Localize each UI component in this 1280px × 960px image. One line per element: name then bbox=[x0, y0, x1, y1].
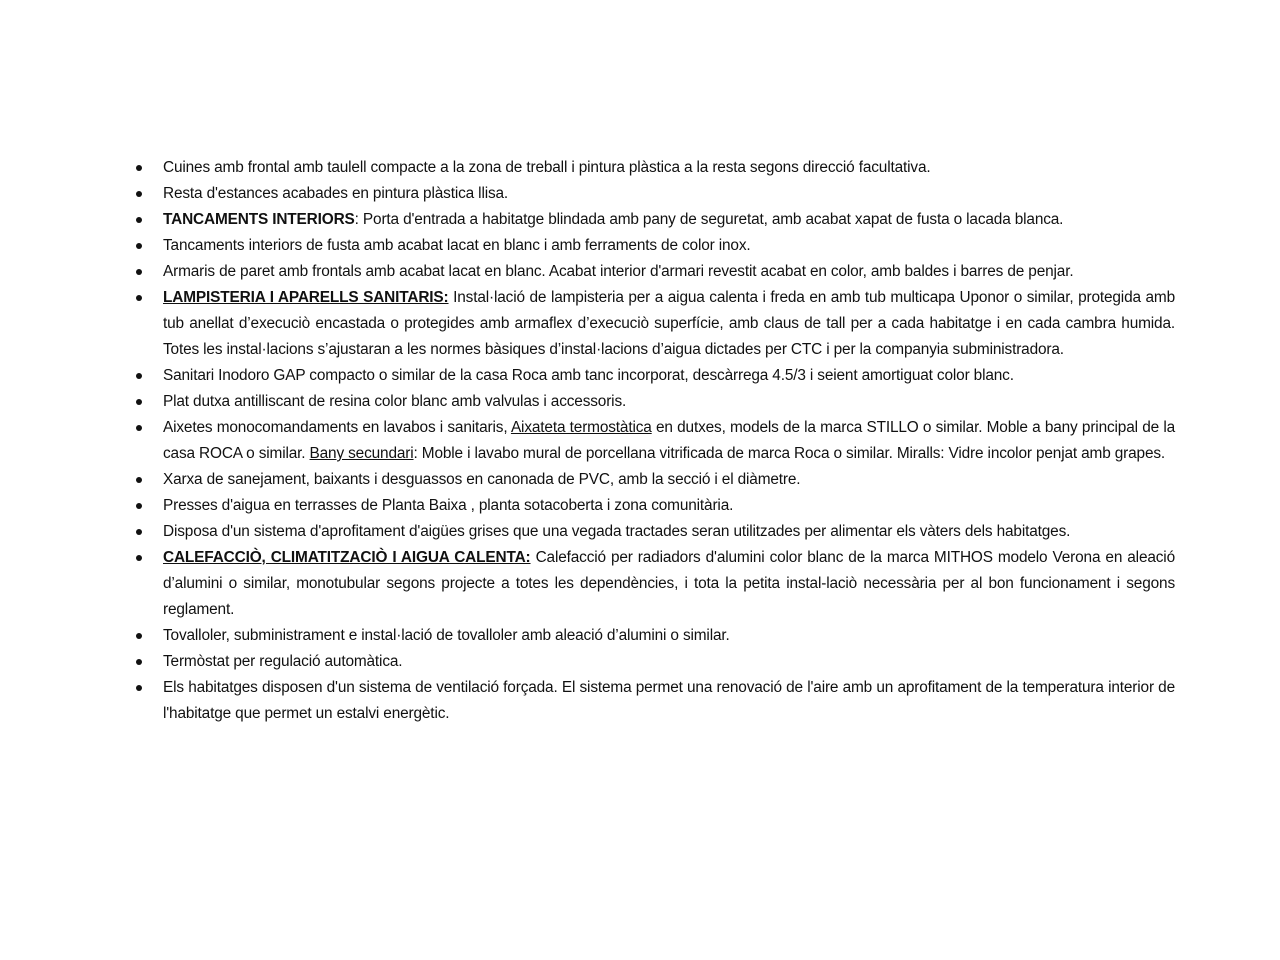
bullet-icon bbox=[136, 373, 142, 379]
list-item bbox=[135, 363, 1175, 389]
underlined-term: Aixateta termostàtica bbox=[510, 419, 652, 436]
list-item bbox=[135, 415, 1175, 467]
bullet-icon bbox=[136, 529, 142, 535]
bullet-icon bbox=[136, 399, 142, 405]
item-text: Xarxa de sanejament, baixants i desguassos en canonada de PVC, amb la secció i el diàmetre. bbox=[163, 471, 801, 488]
bullet-icon bbox=[136, 165, 142, 171]
item-text: : Moble i lavabo mural de porcellana vitrificada de marca Roca o similar. Miralls: Vidre incolor penjat amb grapes. bbox=[413, 445, 1166, 462]
bullet-icon bbox=[136, 217, 142, 223]
list-item bbox=[135, 259, 1175, 285]
item-text: Armaris de paret amb frontals amb acabat lacat en blanc. Acabat interior d'armari revestit acabat en color, amb baldes i barres de penjar. bbox=[163, 263, 1074, 280]
list-item bbox=[135, 545, 1175, 623]
bullet-icon bbox=[136, 269, 142, 275]
item-text: Plat dutxa antilliscant de resina color blanc amb valvulas i accessoris. bbox=[163, 393, 627, 410]
bullet-icon bbox=[136, 477, 142, 483]
section-heading: CALEFACCIÒ, CLIMATITZACIÒ I AIGUA CALENTA: bbox=[163, 549, 531, 566]
item-text: Sanitari Inodoro GAP compacto o similar de la casa Roca amb tanc incorporat, descàrrega 4.5/3 i seient amortiguat color blanc. bbox=[163, 367, 1014, 384]
section-heading: TANCAMENTS INTERIORS bbox=[163, 211, 355, 228]
item-text: Calefacció per radiadors d'alumini color blanc de la marca MITHOS modelo Verona en aleació d’alumini o similar, monotubular segons projecte a totes les dependències, i tota la petita instal-laciò necessària per al bon funcionament i segons reglament. bbox=[163, 549, 1175, 618]
item-text: : Porta d'entrada a habitatge blindada amb pany de seguretat, amb acabat xapat de fusta o lacada blanca. bbox=[354, 211, 1064, 228]
list-item bbox=[135, 519, 1175, 545]
list-item bbox=[135, 389, 1175, 415]
list-item bbox=[135, 181, 1175, 207]
item-text: Aixetes monocomandaments en lavabos i sanitaris, bbox=[163, 419, 511, 436]
item-text: Presses d'aigua en terrasses de Planta Baixa , planta sotacoberta i zona comunitària. bbox=[163, 497, 734, 514]
list-item bbox=[135, 675, 1175, 727]
bullet-icon bbox=[136, 425, 142, 431]
list-item bbox=[135, 207, 1175, 233]
list-item bbox=[135, 285, 1175, 363]
underlined-term: Bany secundari bbox=[309, 445, 414, 462]
list-item bbox=[135, 649, 1175, 675]
item-text: Instal·lació de lampisteria per a aigua calenta i freda en amb tub multicapa Uponor o similar, protegida amb tub anellat d’execuciò encastada o protegides amb armaflex d’execuciò superfície, amb claus de tall per a cada habitatge i en cada cambra humida. Totes les instal·lacions s’ajustaran a les normes bàsiques d’instal·lacions d’aigua dictades per CTC i per la companyia subministradora. bbox=[163, 289, 1175, 358]
item-text: Tancaments interiors de fusta amb acabat lacat en blanc i amb ferraments de color inox. bbox=[163, 237, 751, 254]
list-item bbox=[135, 467, 1175, 493]
item-text: Cuines amb frontal amb taulell compacte a la zona de treball i pintura plàstica a la resta segons direcció facultativa. bbox=[163, 159, 931, 176]
item-text: Resta d'estances acabades en pintura plàstica llisa. bbox=[163, 185, 509, 202]
bullet-icon bbox=[136, 191, 142, 197]
item-text: Termòstat per regulació automàtica. bbox=[163, 653, 403, 670]
list-item bbox=[135, 493, 1175, 519]
bullet-icon bbox=[136, 555, 142, 561]
bullet-icon bbox=[136, 295, 142, 301]
list-item bbox=[135, 623, 1175, 649]
item-text: Tovalloler, subministrament e instal·lació de tovalloler amb aleació d’alumini o similar. bbox=[163, 627, 730, 644]
list-item bbox=[135, 155, 1175, 181]
bullet-icon bbox=[136, 503, 142, 509]
section-heading: LAMPISTERIA I APARELLS SANITARIS: bbox=[163, 289, 449, 306]
item-text: en dutxes, models de la marca STILLO o similar. Moble a bany principal de la casa ROCA o similar. bbox=[163, 419, 1176, 462]
bullet-icon bbox=[136, 659, 142, 665]
bullet-icon bbox=[136, 633, 142, 639]
bullet-icon bbox=[136, 685, 142, 691]
specifications-list bbox=[135, 155, 1175, 727]
bullet-icon bbox=[136, 243, 142, 249]
item-text: Disposa d'un sistema d'aprofitament d'aigües grises que una vegada tractades seran utilitzades per alimentar els vàters dels habitatges. bbox=[163, 523, 1071, 540]
item-text: Els habitatges disposen d'un sistema de ventilació forçada. El sistema permet una renovació de l'aire amb un aprofitament de la temperatura interior de l'habitatge que permet un estalvi energètic. bbox=[163, 679, 1175, 722]
list-item bbox=[135, 233, 1175, 259]
